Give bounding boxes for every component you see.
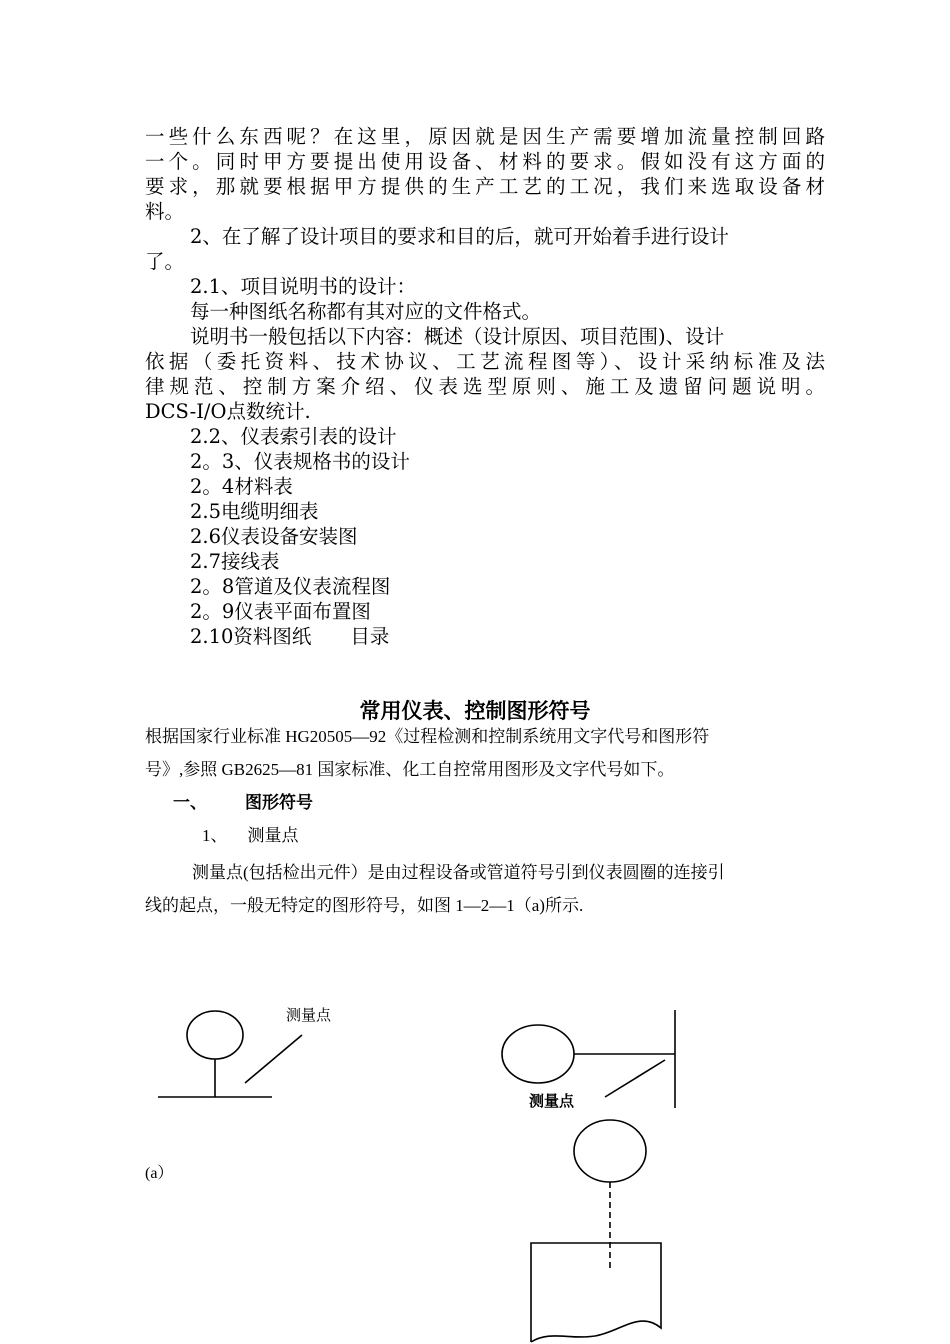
body-line: 2.6仪表设备安装图 xyxy=(190,525,358,548)
body-line: 2。9仪表平面布置图 xyxy=(190,600,371,623)
body-line: 2。8管道及仪表流程图 xyxy=(190,575,391,598)
figure-caption-a: (a） xyxy=(145,1165,174,1182)
body-line: 料。 xyxy=(145,200,185,223)
equipment-outline xyxy=(531,1243,661,1342)
body-line: 2、在了解了设计项目的要求和目的后，就可开始着手进行设计 xyxy=(190,225,729,248)
figure-label-left: 测量点 xyxy=(286,1008,332,1024)
para-line: 测量点(包括检出元件）是由过程设备或管道符号引到仪表圆圈的连接引 xyxy=(192,863,725,882)
body-line: 2.5电缆明细表 xyxy=(190,500,319,523)
body-line: 2。4材料表 xyxy=(190,475,293,498)
figure-b-symbol xyxy=(502,1010,675,1108)
heading-text: 测量点 xyxy=(247,826,299,845)
instrument-circle xyxy=(187,1011,243,1059)
intro-line: 根据国家行业标准 HG20505—92《过程检测和控制系统用文字代号和图形符 xyxy=(145,727,710,746)
body-line: 了。 xyxy=(145,250,185,273)
figure-c-symbol xyxy=(531,1120,661,1342)
body-line: 要求，那就要根据甲方提供的生产工艺的工况，我们来选取设备材 xyxy=(145,175,825,198)
figure-a-symbol xyxy=(158,1011,302,1097)
body-line: 2.1、项目说明书的设计： xyxy=(190,275,417,298)
body-line: DCS-I/O点数统计. xyxy=(145,400,311,423)
heading-number: 一、 xyxy=(173,793,207,812)
body-line: 一些什么东西呢？在这里，原因就是因生产需要增加流量控制回路 xyxy=(145,125,825,148)
body-line: 2.7接线表 xyxy=(190,550,280,573)
body-line: 2.10资料图纸 目录 xyxy=(190,625,390,648)
body-line: 律规范、控制方案介绍、仪表选型原则、施工及遗留问题说明。 xyxy=(145,375,825,398)
body-line: 每一种图纸名称都有其对应的文件格式。 xyxy=(190,300,542,323)
para-line: 线的起点，一般无特定的图形符号，如图 1—2—1（a)所示. xyxy=(145,896,584,915)
instrument-circle xyxy=(502,1025,574,1083)
heading-number: 1、 xyxy=(202,826,228,845)
body-line: 说明书一般包括以下内容：概述（设计原因、项目范围)、设计 xyxy=(190,325,725,348)
pointer-line xyxy=(245,1035,302,1083)
section-title: 常用仪表、控制图形符号 xyxy=(359,699,591,723)
instrument-circle xyxy=(574,1120,646,1182)
body-line: 2。3、仪表规格书的设计 xyxy=(190,450,410,473)
heading-text: 图形符号 xyxy=(245,793,313,812)
pointer-line xyxy=(605,1060,665,1097)
body-line: 一个。同时甲方要提出使用设备、材料的要求。假如没有这方面的 xyxy=(145,150,825,173)
intro-line: 号》,参照 GB2625—81 国家标准、化工自控常用图形及文字代号如下。 xyxy=(145,760,675,779)
body-line: 2.2、仪表索引表的设计 xyxy=(190,425,397,448)
body-line: 依据（委托资料、技术协议、工艺流程图等）、设计采纳标准及法 xyxy=(145,350,825,373)
figure-label-right: 测量点 xyxy=(529,1094,575,1110)
